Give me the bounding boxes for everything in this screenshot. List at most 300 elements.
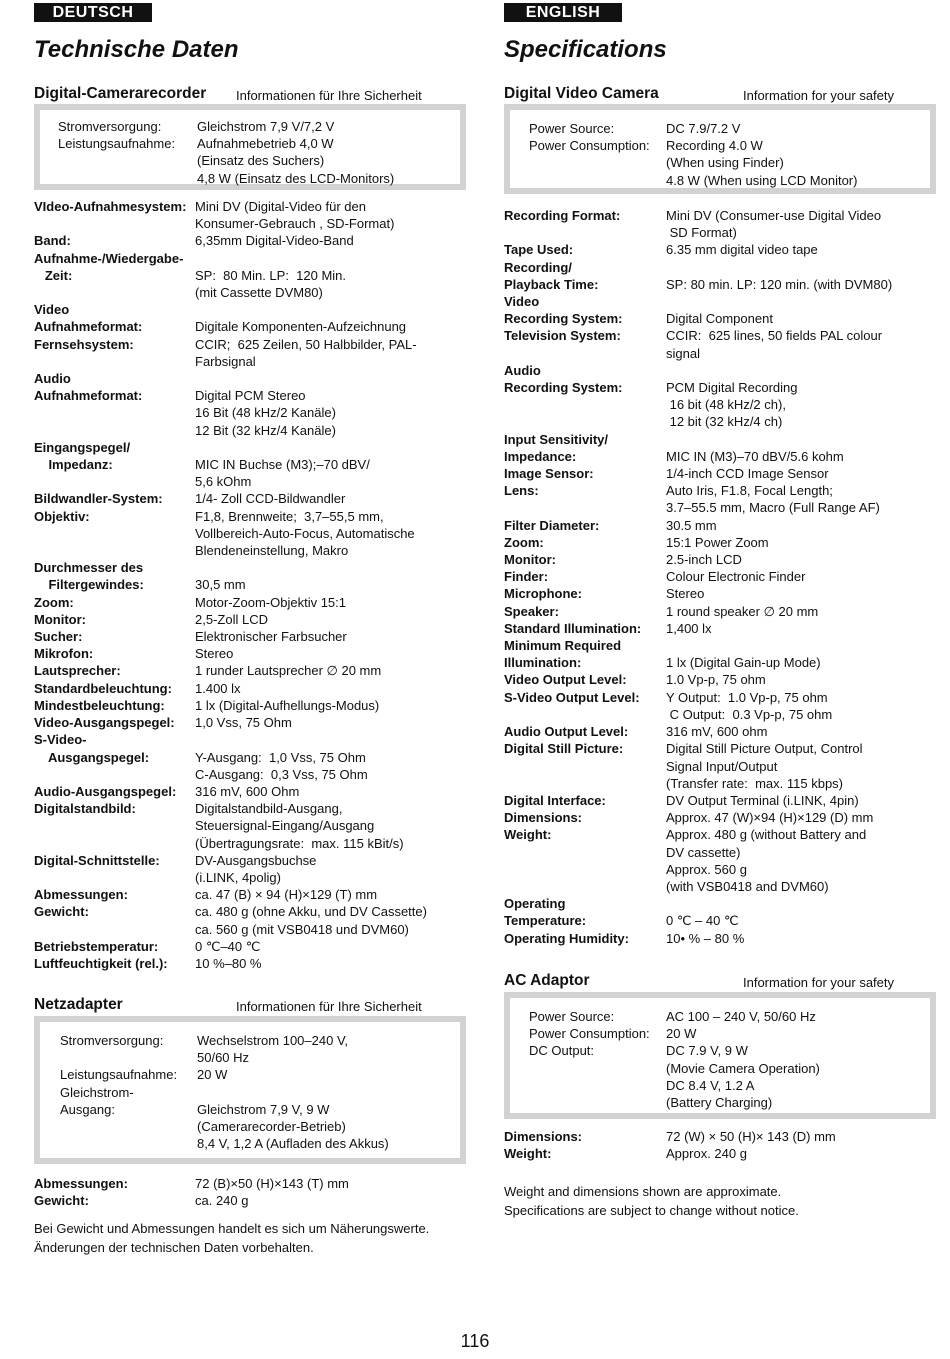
spec-row — [504, 379, 944, 396]
spec-value: 4.8 W (When using LCD Monitor) — [666, 172, 858, 188]
spec-row — [504, 758, 944, 775]
spec-value: Signal Input/Output — [666, 758, 778, 774]
spec-value: 30.5 mm — [666, 517, 717, 533]
spec-row — [34, 508, 474, 525]
spec-label: Power Source: — [529, 1009, 615, 1024]
spec-list-netzadapter — [34, 1175, 474, 1209]
spec-label: Betriebstemperatur: — [34, 938, 159, 954]
spec-label: Playback Time: — [504, 276, 599, 292]
spec-label: Stromversorgung: — [60, 1033, 164, 1048]
spec-label: Eingangspegel/ — [34, 439, 131, 455]
spec-label — [529, 172, 666, 189]
spec-label: Microphone: — [504, 586, 582, 602]
safety-note: Information for your safety — [743, 88, 895, 103]
spec-label: Impedanz: — [34, 457, 113, 473]
spec-label: Zoom: — [504, 534, 544, 550]
spec-label — [34, 473, 195, 490]
spec-label: Sucher: — [34, 629, 83, 645]
spec-row — [504, 465, 944, 482]
spec-value: ca. 480 g (ohne Akku, und DV Cassette) — [195, 904, 427, 920]
spec-value: 3.7–55.5 mm, Macro (Full Range AF) — [666, 500, 880, 516]
spec-value — [195, 370, 474, 387]
spec-row — [529, 154, 929, 171]
spec-label: Power Consumption: — [529, 138, 650, 154]
spec-row — [504, 276, 944, 293]
spec-row — [34, 886, 474, 903]
spec-label: Aufnahmeformat: — [34, 319, 143, 335]
safety-rows — [58, 118, 458, 187]
spec-label: Zoom: — [34, 594, 74, 610]
spec-row — [34, 318, 474, 335]
spec-row — [504, 809, 944, 826]
spec-value: Auto Iris, F1.8, Focal Length; — [666, 483, 833, 499]
spec-row — [34, 1192, 474, 1209]
spec-label — [58, 152, 197, 169]
spec-list-digital-video-camera — [504, 207, 944, 947]
spec-label — [60, 1049, 197, 1066]
spec-label — [34, 422, 195, 439]
spec-value: 1,0 Vss, 75 Ohm — [195, 715, 292, 731]
spec-label: Band: — [34, 233, 71, 249]
spec-row — [34, 662, 474, 679]
section-title: Digital-Camerarecorder — [34, 85, 207, 102]
spec-row — [60, 1066, 460, 1083]
section-heading-ac-adaptor — [504, 972, 934, 992]
spec-value: 10• % – 80 % — [666, 930, 745, 946]
spec-label: Dimensions: — [504, 810, 583, 826]
spec-value: Digitalstandbild-Ausgang, — [195, 801, 343, 817]
spec-label — [34, 869, 195, 886]
spec-row — [504, 723, 944, 740]
spec-row — [504, 396, 944, 413]
spec-value: Digital Component — [666, 311, 773, 327]
spec-value: DV Output Terminal (i.LINK, 4pin) — [666, 792, 859, 808]
spec-value: Mini DV (Consumer-use Digital Video — [666, 208, 882, 223]
spec-row — [58, 152, 458, 169]
spec-label — [504, 861, 666, 878]
spec-label — [529, 1094, 666, 1111]
section-heading-camerarecorder — [34, 85, 464, 105]
spec-row — [504, 482, 944, 499]
spec-label — [504, 775, 666, 792]
spec-label: Dimensions: — [504, 1129, 583, 1144]
spec-label: Aufnahme-/Wiedergabe- — [34, 250, 184, 266]
spec-value: Konsumer-Gebrauch , SD-Format) — [195, 216, 395, 232]
spec-row — [504, 895, 944, 912]
spec-row — [504, 568, 944, 585]
spec-row — [34, 835, 474, 852]
spec-label — [34, 766, 195, 783]
language-tag-english: ENGLISH — [504, 3, 622, 22]
spec-row — [504, 224, 944, 241]
spec-row — [34, 473, 474, 490]
spec-label: Digitalstandbild: — [34, 801, 136, 817]
spec-label — [60, 1135, 197, 1152]
spec-value: Y Output: 1.0 Vp-p, 75 ohm — [666, 689, 828, 705]
spec-value: 0 ℃ – 40 ℃ — [666, 913, 739, 929]
spec-row — [58, 118, 458, 135]
spec-label: Monitor: — [34, 611, 86, 627]
spec-value: 1/4-inch CCD Image Sensor — [666, 466, 829, 482]
spec-row — [504, 431, 944, 448]
spec-label: Objektiv: — [34, 508, 90, 524]
spec-row — [529, 172, 929, 189]
spec-row — [504, 603, 944, 620]
spec-value: 8,4 V, 1,2 A (Aufladen des Akkus) — [197, 1136, 389, 1152]
spec-value: Wechselstrom 100–240 V, — [197, 1033, 349, 1048]
spec-label: Filter Diameter: — [504, 517, 600, 533]
spec-label: Lens: — [504, 483, 539, 499]
spec-row — [504, 448, 944, 465]
safety-box-camerarecorder — [34, 104, 466, 190]
spec-row — [60, 1049, 460, 1066]
spec-value: Mini DV (Digital-Video für den — [195, 199, 366, 214]
spec-row — [504, 689, 944, 706]
spec-row — [504, 499, 944, 516]
spec-value: CCIR: 625 lines, 50 fields PAL colour — [666, 328, 883, 344]
spec-value: (When using Finder) — [666, 155, 784, 171]
spec-label — [504, 396, 666, 413]
spec-value: PCM Digital Recording — [666, 380, 798, 396]
spec-row — [34, 284, 474, 301]
spec-value: ca. 47 (B) × 94 (H)×129 (T) mm — [195, 887, 378, 903]
spec-label: Stromversorgung: — [58, 119, 162, 134]
spec-row — [34, 198, 474, 215]
spec-row — [34, 921, 474, 938]
spec-value: 316 mV, 600 Ohm — [195, 783, 300, 799]
spec-row — [504, 327, 944, 344]
spec-label: VIdeo-Aufnahmesystem: — [34, 199, 187, 214]
spec-value: 1 lx (Digital-Aufhellungs-Modus) — [195, 697, 380, 713]
spec-row — [504, 620, 944, 637]
spec-label — [529, 154, 666, 171]
spec-label: Illumination: — [504, 655, 582, 671]
spec-value: 4,8 W (Einsatz des LCD-Monitors) — [197, 170, 395, 186]
spec-value: 1/4- Zoll CCD-Bildwandler — [195, 491, 346, 507]
spec-row — [504, 844, 944, 861]
spec-value: DC 7.9 V, 9 W — [666, 1043, 748, 1059]
spec-row — [34, 336, 474, 353]
spec-row — [504, 878, 944, 895]
safety-note: Informationen für Ihre Sicherheit — [236, 88, 422, 103]
spec-row — [34, 611, 474, 628]
spec-label — [504, 844, 666, 861]
spec-label — [34, 353, 195, 370]
spec-row — [34, 267, 474, 284]
spec-value: Aufnahmebetrieb 4,0 W — [197, 136, 334, 152]
safety-box-digital-video-camera — [504, 104, 936, 194]
spec-value: 5,6 kOhm — [195, 474, 252, 490]
spec-row — [60, 1032, 460, 1049]
spec-value — [195, 559, 474, 576]
spec-value: MIC IN (M3)–70 dBV/5.6 kohm — [666, 448, 844, 464]
spec-value: C Output: 0.3 Vp-p, 75 ohm — [666, 706, 833, 722]
spec-row — [529, 1042, 929, 1059]
spec-label: Gewicht: — [34, 1193, 89, 1209]
spec-label: Digital-Schnittstelle: — [34, 852, 160, 868]
spec-value: 2.5-inch LCD — [666, 552, 742, 568]
spec-row — [504, 293, 944, 310]
spec-label — [504, 224, 666, 241]
spec-label: Digital Still Picture: — [504, 741, 624, 757]
safety-note: Informationen für Ihre Sicherheit — [236, 999, 422, 1014]
spec-value: 6.35 mm digital video tape — [666, 242, 818, 258]
spec-row — [34, 749, 474, 766]
spec-value: C-Ausgang: 0,3 Vss, 75 Ohm — [195, 766, 368, 782]
spec-value: Approx. 240 g — [666, 1146, 747, 1162]
safety-note: Information for your safety — [743, 975, 895, 990]
spec-value: SP: 80 min. LP: 120 min. (with DVM80) — [666, 276, 893, 292]
spec-label: Luftfeuchtigkeit (rel.): — [34, 955, 168, 971]
spec-label — [34, 817, 195, 834]
spec-value: F1,8, Brennweite; 3,7–55,5 mm, — [195, 508, 384, 524]
spec-value: DV cassette) — [666, 844, 741, 860]
page-number: 116 — [460, 1331, 490, 1351]
spec-label — [34, 921, 195, 938]
section-title: AC Adaptor — [504, 972, 590, 989]
spec-label: Audio — [34, 371, 71, 387]
spec-label: Standardbeleuchtung: — [34, 680, 172, 696]
spec-label: Input Sensitivity/ — [504, 431, 609, 447]
spec-value: 1,400 lx — [666, 620, 712, 636]
spec-label: Zeit: — [34, 267, 73, 283]
spec-value: ca. 560 g (mit VSB0418 und DVM60) — [195, 921, 409, 937]
spec-row — [529, 137, 929, 154]
safety-rows — [529, 1008, 929, 1111]
spec-row — [34, 697, 474, 714]
spec-value: Colour Electronic Finder — [666, 569, 806, 585]
spec-value: 12 bit (32 kHz/4 ch) — [666, 414, 783, 430]
spec-row — [34, 404, 474, 421]
spec-row — [504, 551, 944, 568]
spec-label — [34, 542, 195, 559]
spec-value: (Übertragungsrate: max. 115 kBit/s) — [195, 835, 404, 851]
spec-label: Video Output Level: — [504, 672, 627, 688]
spec-row — [34, 370, 474, 387]
spec-label: Bildwandler-System: — [34, 491, 163, 507]
footnote-deutsch: Bei Gewicht und Abmessungen handelt es sich um Näherungswerte. Änderungen der technischen Daten vorbehalten. — [34, 1221, 430, 1255]
spec-value: ca. 240 g — [195, 1193, 249, 1209]
spec-value — [197, 1084, 460, 1101]
spec-row — [58, 135, 458, 152]
spec-label: Leistungsaufnahme: — [58, 136, 176, 152]
spec-label — [504, 706, 666, 723]
spec-row — [34, 714, 474, 731]
spec-label: Recording System: — [504, 380, 623, 396]
spec-value: Gleichstrom 7,9 V, 9 W — [197, 1101, 330, 1117]
spec-row — [504, 826, 944, 843]
spec-value: SD Format) — [666, 225, 737, 241]
spec-value: Blendeneinstellung, Makro — [195, 543, 349, 559]
spec-value: AC 100 – 240 V, 50/60 Hz — [666, 1009, 816, 1024]
spec-label: Recording System: — [504, 311, 623, 327]
spec-value: Approx. 560 g — [666, 861, 747, 877]
spec-value: Y-Ausgang: 1,0 Vss, 75 Ohm — [195, 749, 366, 765]
spec-row — [34, 800, 474, 817]
spec-value — [666, 259, 944, 276]
spec-row — [34, 817, 474, 834]
spec-row — [504, 207, 944, 224]
spec-value: 20 W — [666, 1026, 697, 1042]
spec-label — [529, 1077, 666, 1094]
spec-value: CCIR; 625 Zeilen, 50 Halbbilder, PAL- — [195, 336, 417, 352]
spec-row — [60, 1118, 460, 1135]
spec-label: Weight: — [504, 827, 552, 843]
spec-row — [34, 232, 474, 249]
spec-row — [34, 680, 474, 697]
spec-row — [504, 362, 944, 379]
spec-row — [529, 1060, 929, 1077]
spec-row — [34, 542, 474, 559]
spec-label: Recording Format: — [504, 208, 621, 223]
spec-value: (Einsatz des Suchers) — [197, 153, 325, 169]
spec-list-camerarecorder — [34, 198, 474, 972]
spec-label: Abmessungen: — [34, 1176, 128, 1191]
spec-value: Steuersignal-Eingang/Ausgang — [195, 818, 375, 834]
spec-row — [34, 490, 474, 507]
spec-value: 16 bit (48 kHz/2 ch), — [666, 397, 786, 413]
spec-row — [34, 301, 474, 318]
spec-row — [504, 310, 944, 327]
section-heading-digital-video-camera — [504, 85, 934, 105]
spec-value — [666, 293, 944, 310]
spec-label — [34, 284, 195, 301]
spec-value: 6,35mm Digital-Video-Band — [195, 233, 354, 249]
spec-value: Approx. 47 (W)×94 (H)×129 (D) mm — [666, 810, 874, 826]
spec-value: 1.400 lx — [195, 680, 241, 696]
spec-label: Television System: — [504, 328, 621, 344]
spec-row — [504, 585, 944, 602]
spec-label: Operating Humidity: — [504, 930, 629, 946]
safety-box-netzadapter — [34, 1016, 466, 1164]
spec-label: Audio Output Level: — [504, 724, 629, 740]
spec-label: Finder: — [504, 569, 549, 585]
section-title: Digital Video Camera — [504, 85, 659, 102]
spec-value: Approx. 480 g (without Battery and — [666, 827, 867, 843]
spec-row — [504, 1128, 944, 1145]
spec-value: 2,5-Zoll LCD — [195, 611, 268, 627]
spec-label: Image Sensor: — [504, 466, 594, 482]
safety-rows — [60, 1032, 460, 1152]
spec-label — [34, 404, 195, 421]
spec-value: 316 mV, 600 ohm — [666, 724, 768, 740]
spec-value: 1.0 Vp-p, 75 ohm — [666, 672, 766, 688]
spec-row — [504, 345, 944, 362]
spec-row — [34, 525, 474, 542]
spec-row — [58, 170, 458, 187]
spec-value: 1 lx (Digital Gain-up Mode) — [666, 655, 821, 671]
spec-row — [34, 456, 474, 473]
spec-row — [504, 861, 944, 878]
spec-label: S-Video- — [34, 732, 87, 748]
spec-label — [34, 835, 195, 852]
spec-value: (with VSB0418 and DVM60) — [666, 878, 829, 894]
spec-label — [504, 345, 666, 362]
spec-value: 72 (B)×50 (H)×143 (T) mm — [195, 1176, 349, 1191]
spec-value: (Transfer rate: max. 115 kbps) — [666, 775, 844, 791]
footnote-english: Weight and dimensions shown are approximate. Specifications are subject to change without notice. — [504, 1184, 799, 1218]
spec-row — [34, 852, 474, 869]
spec-row — [504, 740, 944, 757]
spec-row — [504, 775, 944, 792]
spec-label — [504, 413, 666, 430]
spec-row — [504, 792, 944, 809]
spec-value: 16 Bit (48 kHz/2 Kanäle) — [195, 405, 336, 421]
spec-value: signal — [666, 345, 700, 361]
spec-value — [195, 731, 474, 748]
spec-row — [504, 534, 944, 551]
spec-row — [34, 766, 474, 783]
spec-label: Audio-Ausgangspegel: — [34, 783, 177, 799]
spec-label: Aufnahmeformat: — [34, 388, 143, 404]
spec-value — [195, 250, 474, 267]
spec-label — [504, 758, 666, 775]
spec-value: Digitale Komponenten-Aufzeichnung — [195, 319, 407, 335]
spec-value: (i.LINK, 4polig) — [195, 869, 281, 885]
spec-label: Power Source: — [529, 121, 615, 136]
spec-label: Filtergewindes: — [34, 577, 144, 593]
section-title: Netzadapter — [34, 996, 123, 1013]
spec-label — [34, 215, 195, 232]
spec-value — [666, 895, 944, 912]
spec-label: Gewicht: — [34, 904, 89, 920]
spec-label: Recording/ — [504, 259, 572, 275]
spec-row — [34, 731, 474, 748]
spec-label: Mindestbeleuchtung: — [34, 697, 165, 713]
spec-row — [529, 120, 929, 137]
spec-value: Recording 4.0 W — [666, 138, 763, 154]
spec-label: Impedance: — [504, 448, 577, 464]
spec-value: 72 (W) × 50 (H)× 143 (D) mm — [666, 1129, 836, 1144]
spec-row — [34, 353, 474, 370]
spec-row — [504, 930, 944, 947]
spec-value: 30,5 mm — [195, 577, 246, 593]
spec-value — [195, 439, 474, 456]
spec-value: Farbsignal — [195, 353, 256, 369]
spec-row — [504, 259, 944, 276]
spec-list-ac-adaptor — [504, 1128, 944, 1162]
spec-value: DC 8.4 V, 1.2 A — [666, 1077, 755, 1093]
spec-row — [504, 637, 944, 654]
spec-row — [34, 439, 474, 456]
spec-row — [34, 1175, 474, 1192]
language-tag-deutsch: DEUTSCH — [34, 3, 152, 22]
spec-row — [34, 559, 474, 576]
spec-row — [529, 1025, 929, 1042]
spec-row — [34, 576, 474, 593]
spec-row — [34, 645, 474, 662]
spec-label: Digital Interface: — [504, 792, 606, 808]
page-title-deutsch: Technische Daten — [34, 36, 239, 63]
spec-label: DC Output: — [529, 1043, 595, 1059]
spec-value: 12 Bit (32 kHz/4 Kanäle) — [195, 422, 336, 438]
spec-value: Gleichstrom 7,9 V/7,2 V — [197, 119, 335, 134]
spec-value: Digital PCM Stereo — [195, 388, 306, 404]
spec-row — [60, 1101, 460, 1118]
spec-value — [195, 301, 474, 318]
spec-row — [34, 250, 474, 267]
spec-value: DC 7.9/7.2 V — [666, 121, 741, 136]
spec-label: Standard Illumination: — [504, 620, 642, 636]
spec-row — [504, 413, 944, 430]
spec-row — [34, 938, 474, 955]
spec-row — [34, 783, 474, 800]
spec-row — [529, 1094, 929, 1111]
spec-label: Speaker: — [504, 603, 559, 619]
spec-value — [666, 637, 944, 654]
spec-label: Leistungsaufnahme: — [60, 1067, 178, 1083]
spec-value: 50/60 Hz — [197, 1050, 250, 1066]
